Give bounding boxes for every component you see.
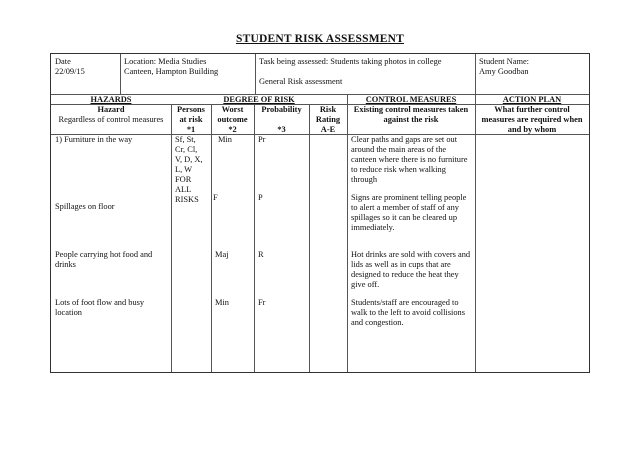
- probability-cell: P: [258, 193, 263, 202]
- probability-line-1: Probability: [261, 105, 302, 114]
- persons-column-header: [171, 105, 211, 135]
- task-text: Task being assessed: Students taking photos in college: [259, 57, 442, 66]
- probability-column-header: [254, 105, 309, 135]
- divider: [254, 104, 255, 372]
- rating-line-2: Rating: [315, 115, 341, 124]
- hazards-header: HAZARDS: [90, 95, 132, 104]
- divider: [347, 94, 348, 372]
- hazard-cell: [55, 250, 152, 270]
- control-line-1: Existing control measures taken: [353, 105, 469, 114]
- page-title: STUDENT RISK ASSESSMENT: [235, 33, 404, 45]
- control-column-header: [347, 105, 475, 125]
- worst-line-2: outcome: [217, 115, 248, 124]
- probability-cell: Fr: [258, 298, 266, 307]
- divider: [475, 94, 476, 372]
- date-cell: [55, 57, 85, 77]
- divider: [120, 54, 121, 94]
- hazard-cell: 1) Furniture in the way: [55, 135, 133, 144]
- persons-line-1: Persons: [177, 105, 205, 114]
- hazard-text-line: location: [55, 308, 82, 317]
- divider: [309, 104, 310, 372]
- persons-entry: L, W: [175, 165, 193, 174]
- persons-entry: V, D, X,: [175, 155, 203, 164]
- worst-column-header: [211, 105, 254, 135]
- date-label: Date: [55, 57, 71, 66]
- divider: [211, 104, 212, 372]
- persons-entry: Sf, St,: [175, 135, 196, 144]
- persons-entry: Cr, Cl,: [175, 145, 198, 154]
- worst-cell: Min: [218, 135, 232, 144]
- control-text-line: Students/staff are encouraged to: [351, 298, 459, 307]
- location-line-1: Location: Media Studies: [124, 57, 207, 66]
- persons-line-3: *1: [186, 125, 196, 134]
- control-text-line: spillages so it can be cleared up: [351, 213, 458, 222]
- control-text-line: through: [351, 175, 378, 184]
- persons-entry: RISKS: [175, 195, 199, 204]
- action-line-2: measures are required when: [481, 115, 583, 124]
- action-line-1: What further control: [494, 105, 570, 114]
- control-header: CONTROL MEASURES: [365, 95, 457, 104]
- worst-cell: Min: [215, 298, 229, 307]
- student-label: Student Name:: [479, 57, 530, 66]
- general-text: General Risk assessment: [259, 77, 343, 86]
- task-cell: [259, 57, 441, 87]
- action-header: ACTION PLAN: [502, 95, 562, 104]
- divider: [171, 104, 172, 372]
- worst-line-1: Worst: [221, 105, 244, 114]
- worst-cell: Maj: [215, 250, 229, 259]
- hazard-subtitle: Regardless of control measures: [58, 115, 164, 124]
- location-line-2: Canteen, Hampton Building: [124, 67, 219, 76]
- control-cell: [351, 298, 465, 328]
- hazard-text-line: Lots of foot flow and busy: [55, 298, 145, 307]
- persons-at-risk-list: [175, 135, 203, 205]
- worst-line-3: *2: [228, 125, 237, 134]
- persons-entry: FOR: [175, 175, 192, 184]
- rating-line-3: A-E: [320, 125, 336, 134]
- control-text-line: Signs are prominent telling people: [351, 193, 467, 202]
- control-text-line: designed to reduce the heat they: [351, 270, 459, 279]
- student-cell: [479, 57, 529, 77]
- control-text-line: immediately.: [351, 223, 395, 232]
- control-text-line: around the main areas of the: [351, 145, 447, 154]
- control-text-line: canteen where there is no furniture: [351, 155, 468, 164]
- control-line-2: against the risk: [383, 115, 439, 124]
- worst-cell: F: [213, 193, 218, 202]
- control-text-line: walk to the left to avoid collisions: [351, 308, 465, 317]
- control-cell: [351, 193, 466, 233]
- control-text-line: to alert a member of staff of any: [351, 203, 459, 212]
- control-text-line: Hot drinks are sold with covers and: [351, 250, 471, 259]
- hazard-text-line: drinks: [55, 260, 76, 269]
- control-text-line: to reduce risk when walking: [351, 165, 446, 174]
- hazard-column-header: [51, 105, 171, 125]
- persons-line-2: at risk: [179, 115, 203, 124]
- probability-line-2: *3: [277, 125, 286, 134]
- hazard-title: Hazard: [97, 105, 125, 114]
- hazard-cell: [55, 298, 144, 318]
- control-text-line: give off.: [351, 280, 380, 289]
- action-line-3: and by whom: [507, 125, 557, 134]
- persons-entry: ALL: [175, 185, 192, 194]
- student-value: Amy Goodban: [479, 67, 529, 76]
- probability-cell: Pr: [258, 135, 266, 144]
- rating-column-header: [309, 105, 347, 135]
- hazard-cell: Spillages on floor: [55, 202, 115, 211]
- hazard-text-line: People carrying hot food and: [55, 250, 153, 259]
- risk-assessment-table: [50, 53, 590, 373]
- control-cell: [351, 250, 470, 290]
- divider: [475, 54, 476, 94]
- probability-cell: R: [258, 250, 264, 259]
- control-text-line: Clear paths and gaps are set out: [351, 135, 458, 144]
- date-value: 22/09/15: [55, 67, 85, 76]
- control-text-line: and congestion.: [351, 318, 404, 327]
- divider: [255, 54, 256, 94]
- degree-header: DEGREE OF RISK: [223, 95, 295, 104]
- control-text-line: lids as well as in cups that are: [351, 260, 451, 269]
- location-cell: [124, 57, 218, 77]
- action-column-header: [475, 105, 589, 135]
- rating-line-1: Risk: [319, 105, 337, 114]
- control-cell: [351, 135, 468, 185]
